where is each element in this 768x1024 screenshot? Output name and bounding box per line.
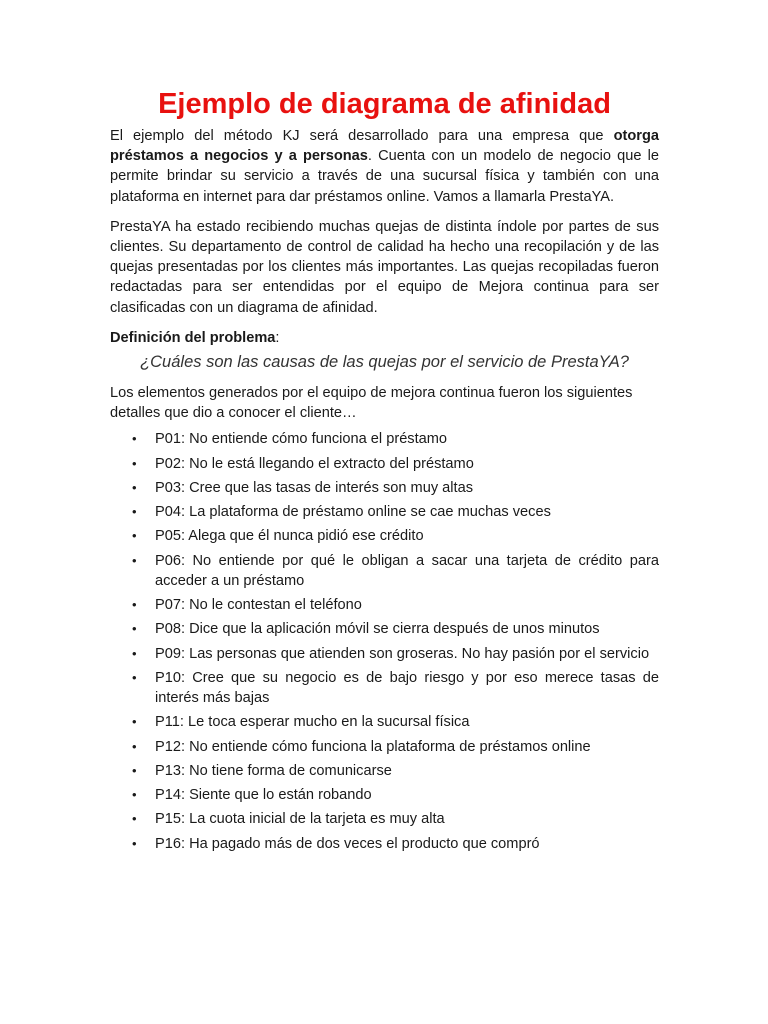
list-item [110,502,659,522]
list-item-text: P01: No entiende cómo funciona el préstamo [155,431,448,448]
list-item [110,644,659,664]
problem-label-colon: : [275,329,280,346]
list-item-text: P05: Alega que él nunca pidió ese crédito [155,528,424,545]
page-title: Ejemplo de diagrama de afinidad [158,88,611,120]
items-intro: Los elementos generados por el equipo de mejora continua fueron los siguientes detalles que dio a conocer el cliente… [110,384,633,422]
intro-paragraph-2: PrestaYA ha estado recibiendo muchas quejas de distinta índole por partes de sus clientes. Su departamento de control de calidad ha hecho una recopilación y de las quejas presentadas por los clientes más importantes. Las quejas recopiladas fueron redactadas para ser entendidas por el equipo de Mejora continua para ser clasificadas con un diagrama de afinidad. [110,218,659,316]
bullet-icon: • [132,645,137,661]
bullet-icon: • [132,669,137,685]
document-page [110,86,659,858]
bullet-icon: • [132,835,137,851]
list-item [110,454,659,474]
paragraph1-bold-text: otorga préstamos a negocios y a personas [110,128,659,165]
list-item-text: P07: No le contestan el teléfono [155,597,362,614]
bullet-icon: • [132,787,137,803]
list-item [110,785,659,805]
problem-label-text: Definición del problema [110,329,276,346]
list-item-text: P15: La cuota inicial de la tarjeta es muy alta [155,811,445,828]
paragraph1-text-end: . Cuenta con un modelo de negocio que le permite brindar su servicio a través de una sucursal física y también con una plataforma en internet para dar préstamos online. Vamos a llamarla PrestaYA. [110,148,659,205]
list-item [110,551,659,591]
list-item-text: P11: Le toca esperar mucho en la sucursal física [155,714,470,731]
bullet-icon: • [132,738,137,754]
list-item-text: P16: Ha pagado más de dos veces el producto que compró [155,835,540,852]
bullet-icon: • [132,479,137,495]
list-item-text: P13: No tiene forma de comunicarse [155,762,392,779]
list-item-text: P10: Cree que su negocio es de bajo riesgo y por eso merece tasas de interés más bajas [155,669,659,706]
paragraph1-text-start: El ejemplo del método KJ será desarrollado para una empresa que [110,128,614,144]
list-item-text: P08: Dice que la aplicación móvil se cierra después de unos minutos [155,621,600,638]
list-item [110,761,659,781]
list-item-text: P06: No entiende por qué le obligan a sacar una tarjeta de crédito para acceder a un préstamo [155,552,659,589]
bullet-icon: • [132,528,137,544]
complaints-list [110,429,659,853]
problem-question: ¿Cuáles son las causas de las quejas por el servicio de PrestaYA? [140,352,629,371]
list-item [110,737,659,757]
list-item-text: P09: Las personas que atienden son groseras. No hay pasión por el servicio [155,645,650,662]
bullet-icon: • [132,762,137,778]
list-item [110,712,659,732]
bullet-icon: • [132,552,137,568]
list-item-text: P12: No entiende cómo funciona la plataforma de préstamos online [155,738,591,755]
list-item-text: P14: Siente que lo están robando [155,787,372,804]
list-item-text: P02: No le está llegando el extracto del préstamo [155,455,474,472]
bullet-icon: • [132,504,137,520]
list-item [110,478,659,498]
list-item [110,619,659,639]
bullet-icon: • [132,431,137,447]
list-item [110,526,659,546]
list-item-text: P03: Cree que las tasas de interés son muy altas [155,479,473,496]
list-item [110,668,659,708]
list-item [110,834,659,854]
bullet-icon: • [132,597,137,613]
intro-paragraph-1 [110,126,659,207]
problem-definition-label [110,328,659,348]
bullet-icon: • [132,621,137,637]
bullet-icon: • [132,811,137,827]
list-item [110,595,659,615]
bullet-icon: • [132,714,137,730]
list-item-text: P04: La plataforma de préstamo online se cae muchas veces [155,504,551,521]
list-item [110,429,659,449]
bullet-icon: • [132,455,137,471]
list-item [110,809,659,829]
